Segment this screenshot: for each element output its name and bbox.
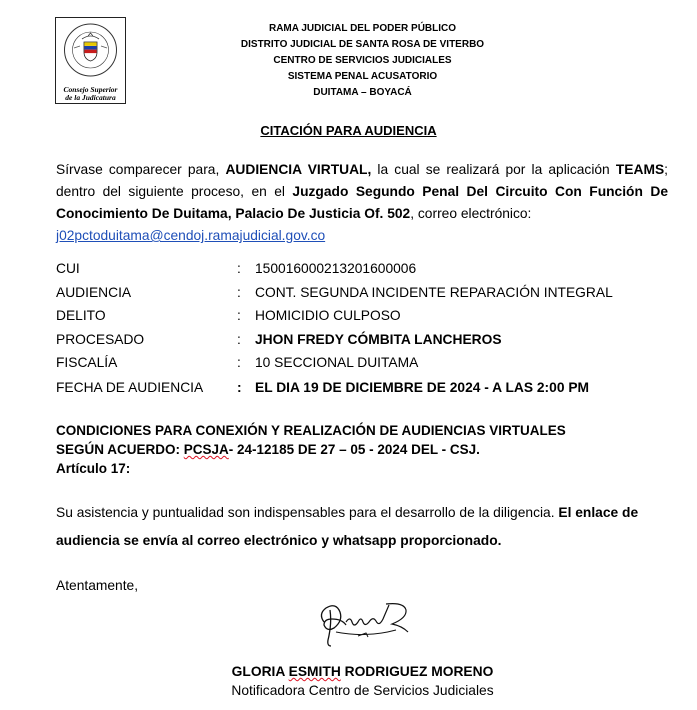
conditions-heading: CONDICIONES PARA CONEXIÓN Y REALIZACIÓN DE AUDIENCIAS VIRTUALES xyxy=(56,423,566,438)
coat-of-arms-icon xyxy=(62,22,119,78)
agreement-number: - 24-12185 DE 27 – 05 - 2024 DEL - CSJ. xyxy=(228,442,480,457)
field-value: 150016000213201600006 xyxy=(255,261,417,276)
notice-text: Su asistencia y puntualidad son indispensables para el desarrollo de la diligencia. xyxy=(56,505,559,520)
judiciary-logo xyxy=(55,17,126,104)
field-label: PROCESADO xyxy=(56,332,145,347)
closing-salutation: Atentamente, xyxy=(56,578,139,593)
notice-bold: El enlace de audiencia se envía al correo electrónico y whatsapp proporcionado. xyxy=(56,505,639,548)
field-label: AUDIENCIA xyxy=(56,285,132,300)
field-colon: : xyxy=(237,261,241,276)
notice-paragraph xyxy=(56,499,668,555)
intro-paragraph xyxy=(56,159,668,247)
signer-name-part: ESMITH xyxy=(288,664,341,679)
header-line: RAMA JUDICIAL DEL PODER PÚBLICO xyxy=(268,23,457,34)
header-line: CENTRO DE SERVICIOS JUDICIALES xyxy=(273,55,452,66)
field-label: FECHA DE AUDIENCIA xyxy=(56,380,204,395)
signer-name-part: RODRIGUEZ MORENO xyxy=(340,664,494,679)
court-name: Juzgado Segundo Penal Del Circuito Con Función De Conocimiento De Duitama, Palacio De Justicia Of. 502 xyxy=(56,184,668,221)
intro-text: , correo electrónico: xyxy=(410,206,532,221)
letterhead xyxy=(200,21,525,101)
header-line: SISTEMA PENAL ACUSATORIO xyxy=(287,71,438,82)
logo-caption-line2: de la Judicatura xyxy=(65,93,116,102)
signer-title: Notificadora Centro de Servicios Judiciales xyxy=(231,683,494,698)
field-label: FISCALÍA xyxy=(56,355,118,370)
signer-name-part: GLORIA xyxy=(231,664,289,679)
signer-name xyxy=(0,664,697,679)
field-colon: : xyxy=(237,308,241,323)
header-line: DUITAMA – BOYACÁ xyxy=(313,87,412,98)
intro-text: ; dentro del siguiente proceso, en el xyxy=(56,162,668,199)
agreement-code: PCSJA xyxy=(183,442,229,457)
header-line: DISTRITO JUDICIAL DE SANTA ROSA DE VITERBO xyxy=(240,39,485,50)
signature-image xyxy=(306,592,416,652)
intro-text: la cual se realizará por la aplicación xyxy=(371,162,616,177)
agreement-label: SEGÚN ACUERDO: xyxy=(56,442,184,457)
field-label: CUI xyxy=(56,261,80,276)
field-label: DELITO xyxy=(56,308,106,323)
field-colon: : xyxy=(237,285,241,300)
field-colon: : xyxy=(237,380,242,395)
field-value: CONT. SEGUNDA INCIDENTE REPARACIÓN INTEGRAL xyxy=(255,285,613,300)
field-colon: : xyxy=(237,355,241,370)
field-value: HOMICIDIO CULPOSO xyxy=(255,308,401,323)
conditions-block xyxy=(56,421,668,478)
field-value: JHON FREDY CÓMBITA LANCHEROS xyxy=(255,332,502,347)
document-title: CITACIÓN PARA AUDIENCIA xyxy=(260,123,437,138)
intro-bold: AUDIENCIA VIRTUAL, xyxy=(225,162,372,177)
field-value: 10 SECCIONAL DUITAMA xyxy=(255,355,419,370)
intro-text: Sírvase comparecer para, xyxy=(56,162,226,177)
email-link[interactable]: j02pctoduitama@cendoj.ramajudicial.gov.co xyxy=(56,228,326,243)
field-colon: : xyxy=(237,332,241,347)
field-value: EL DIA 19 DE DICIEMBRE DE 2024 - A LAS 2:00 PM xyxy=(255,380,590,395)
intro-bold: TEAMS xyxy=(615,162,665,177)
logo-caption-line1: Consejo Superior xyxy=(63,85,118,94)
article-label: Artículo 17: xyxy=(56,461,131,476)
